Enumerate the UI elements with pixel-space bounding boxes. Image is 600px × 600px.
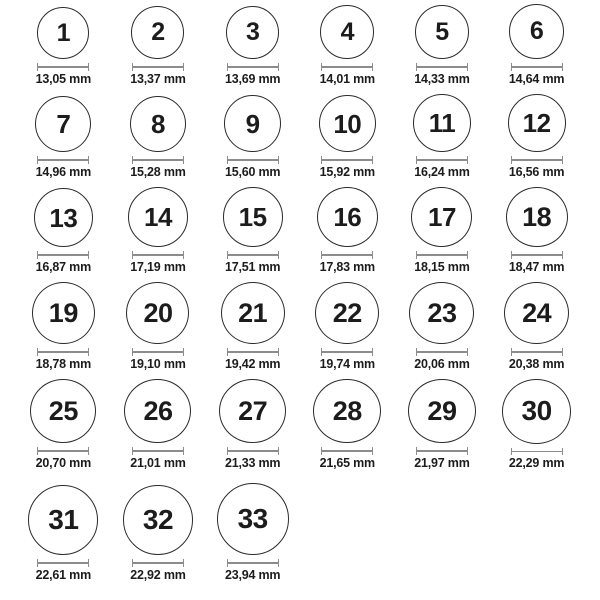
diameter-bracket [132, 559, 184, 567]
ring-size-cell [111, 478, 206, 590]
diameter-line [133, 159, 183, 161]
ring-size-cell [16, 2, 111, 94]
diameter-line [322, 66, 372, 68]
ring-size-cell [205, 94, 300, 187]
diameter-label: 16,56 mm [508, 165, 565, 179]
ring-size-number: 18 [522, 201, 552, 232]
diameter-line [417, 159, 467, 161]
ring-circle [221, 282, 285, 344]
diameter-bracket [511, 448, 563, 455]
ring-size-cell [205, 187, 300, 282]
ring-size-cell [111, 187, 206, 282]
diameter-bracket [227, 156, 279, 164]
diameter-line [417, 351, 467, 353]
ring-size-number: 2 [151, 18, 165, 46]
chart-row [16, 94, 584, 187]
ring-size-number: 27 [238, 395, 268, 426]
diameter-label: 18,47 mm [508, 260, 565, 274]
diameter-line [228, 450, 278, 452]
chart-row [16, 478, 584, 590]
ring-circle [223, 187, 283, 247]
ring-circle [411, 187, 472, 247]
diameter-line [512, 159, 562, 161]
diameter-line [228, 351, 278, 353]
ring-circle [219, 379, 286, 443]
ring-size-cell [395, 2, 490, 94]
diameter-bracket [37, 63, 89, 71]
diameter-label: 20,70 mm [35, 456, 92, 470]
diameter-bracket [511, 156, 563, 164]
ring-size-number: 8 [151, 109, 165, 139]
ring-size-number: 31 [48, 504, 79, 535]
diameter-line [512, 451, 562, 453]
ring-size-cell [111, 282, 206, 379]
diameter-label: 18,78 mm [35, 357, 92, 371]
chart-row [16, 282, 584, 379]
diameter-line [133, 254, 183, 256]
diameter-bracket [511, 63, 563, 71]
ring-size-number: 25 [48, 395, 78, 426]
diameter-label: 22,92 mm [130, 568, 186, 582]
ring-size-cell [489, 2, 584, 94]
ring-circle [408, 379, 476, 443]
diameter-label: 19,42 mm [224, 357, 281, 371]
ring-size-number: 4 [340, 17, 354, 46]
ring-circle [320, 5, 374, 59]
diameter-line [228, 254, 278, 256]
ring-circle [28, 485, 98, 555]
ring-circle [123, 485, 193, 555]
diameter-bracket [132, 447, 184, 455]
diameter-bracket [416, 63, 468, 71]
ring-size-number: 32 [142, 504, 174, 535]
diameter-line [512, 351, 562, 353]
ring-size-number: 29 [427, 395, 457, 426]
diameter-line [38, 351, 88, 353]
diameter-bracket [37, 348, 89, 356]
diameter-label: 15,92 mm [319, 165, 375, 179]
ring-size-cell [300, 379, 395, 478]
ring-circle [506, 187, 568, 247]
diameter-label: 20,38 mm [508, 357, 565, 371]
ring-size-cell [16, 478, 111, 590]
ring-circle [508, 94, 566, 152]
ring-size-cell [205, 379, 300, 478]
diameter-line [228, 562, 278, 564]
ring-size-number: 26 [143, 395, 173, 426]
diameter-line [38, 66, 88, 68]
ring-size-cell [205, 2, 300, 94]
ring-circle [315, 282, 379, 344]
ring-size-cell [111, 94, 206, 187]
ring-circle [409, 282, 474, 344]
ring-size-cell [205, 478, 300, 590]
diameter-bracket [37, 447, 89, 455]
diameter-label: 16,24 mm [414, 165, 470, 179]
diameter-line [38, 450, 88, 452]
ring-size-number: 13 [49, 202, 78, 233]
ring-size-number: 17 [427, 202, 456, 233]
ring-size-cell [489, 187, 584, 282]
diameter-label: 20,06 mm [414, 357, 470, 371]
diameter-bracket [416, 447, 468, 455]
ring-size-cell [489, 379, 584, 478]
diameter-label: 23,94 mm [224, 568, 281, 582]
diameter-line [417, 450, 467, 452]
diameter-bracket [227, 348, 279, 356]
ring-size-number: 21 [238, 297, 268, 328]
diameter-line [228, 159, 278, 161]
ring-circle [35, 96, 91, 152]
diameter-line [38, 562, 88, 564]
ring-size-number: 16 [333, 202, 362, 233]
ring-circle [34, 188, 93, 247]
diameter-line [38, 254, 88, 256]
ring-size-number: 10 [333, 108, 362, 139]
ring-size-number: 1 [56, 18, 71, 47]
diameter-line [512, 254, 562, 256]
diameter-bracket [132, 63, 184, 71]
diameter-label: 13,37 mm [130, 72, 186, 86]
ring-size-cell [111, 379, 206, 478]
ring-size-number: 28 [332, 395, 362, 426]
ring-size-cell [111, 2, 206, 94]
diameter-line [133, 66, 183, 68]
ring-size-cell [395, 379, 490, 478]
diameter-label: 19,74 mm [319, 357, 375, 371]
diameter-label: 17,19 mm [130, 260, 186, 274]
diameter-label: 16,87 mm [35, 260, 92, 274]
ring-circle [32, 282, 95, 344]
ring-size-number: 5 [435, 17, 449, 46]
diameter-bracket [227, 559, 279, 567]
diameter-line [133, 562, 183, 564]
ring-size-cell [489, 94, 584, 187]
diameter-line [512, 66, 562, 68]
ring-size-number: 24 [522, 297, 552, 328]
diameter-bracket [511, 251, 563, 259]
ring-size-cell [395, 187, 490, 282]
diameter-bracket [321, 447, 373, 455]
ring-size-number: 33 [237, 503, 268, 534]
diameter-label: 14,33 mm [414, 72, 470, 86]
diameter-label: 18,15 mm [414, 260, 470, 274]
ring-size-cell [395, 94, 490, 187]
ring-size-cell [205, 282, 300, 379]
diameter-label: 13,69 mm [224, 72, 281, 86]
diameter-line [133, 450, 183, 452]
diameter-bracket [37, 156, 89, 164]
ring-size-number: 12 [522, 108, 551, 138]
ring-circle [226, 6, 279, 59]
diameter-label: 14,64 mm [508, 72, 565, 86]
ring-size-cell [16, 94, 111, 187]
diameter-bracket [132, 251, 184, 259]
ring-size-number: 7 [56, 109, 71, 139]
diameter-line [322, 351, 372, 353]
ring-size-number: 23 [427, 297, 457, 328]
diameter-label: 21,33 mm [224, 456, 281, 470]
ring-circle [128, 187, 188, 247]
ring-circle [502, 379, 571, 444]
ring-size-number: 30 [521, 395, 552, 427]
ring-circle [313, 379, 381, 443]
ring-size-cell [16, 282, 111, 379]
ring-size-number: 9 [245, 108, 260, 139]
diameter-bracket [321, 348, 373, 356]
ring-circle [504, 282, 569, 344]
diameter-bracket [37, 251, 89, 259]
chart-row [16, 2, 584, 94]
ring-size-number: 6 [529, 17, 544, 45]
diameter-bracket [416, 251, 468, 259]
ring-size-cell [300, 282, 395, 379]
diameter-label: 19,10 mm [130, 357, 186, 371]
ring-circle [317, 187, 378, 247]
ring-size-cell [16, 187, 111, 282]
diameter-label: 21,97 mm [414, 456, 470, 470]
diameter-label: 22,61 mm [35, 568, 92, 582]
ring-size-number: 15 [238, 202, 267, 232]
diameter-line [228, 66, 278, 68]
diameter-bracket [227, 63, 279, 71]
ring-size-cell [300, 94, 395, 187]
diameter-label: 21,01 mm [130, 456, 186, 470]
diameter-bracket [227, 447, 279, 455]
diameter-line [322, 159, 372, 161]
diameter-label: 14,96 mm [35, 165, 92, 179]
ring-circle [126, 282, 189, 344]
diameter-label: 15,28 mm [130, 165, 186, 179]
diameter-label: 17,83 mm [319, 260, 375, 274]
ring-circle [130, 96, 186, 152]
ring-size-number: 11 [428, 108, 456, 138]
diameter-bracket [227, 251, 279, 259]
ring-size-number: 20 [143, 297, 173, 328]
ring-circle [37, 7, 89, 59]
ring-size-cell [16, 379, 111, 478]
ring-circle [319, 95, 376, 152]
diameter-bracket [416, 156, 468, 164]
diameter-label: 14,01 mm [319, 72, 375, 86]
diameter-label: 22,29 mm [508, 456, 565, 470]
diameter-line [322, 254, 372, 256]
diameter-line [38, 159, 88, 161]
ring-size-cell [395, 282, 490, 379]
ring-size-number: 22 [332, 297, 362, 328]
ring-circle [30, 379, 96, 443]
diameter-bracket [511, 348, 563, 356]
ring-circle [124, 379, 191, 443]
ring-circle [131, 6, 184, 59]
ring-size-number: 14 [144, 202, 172, 232]
diameter-line [417, 254, 467, 256]
ring-size-cell [300, 187, 395, 282]
diameter-label: 21,65 mm [319, 456, 375, 470]
diameter-bracket [132, 156, 184, 164]
diameter-bracket [37, 559, 89, 567]
diameter-line [133, 351, 183, 353]
chart-row [16, 187, 584, 282]
ring-size-number: 3 [245, 18, 260, 46]
diameter-bracket [132, 348, 184, 356]
diameter-label: 13,05 mm [35, 72, 92, 86]
diameter-bracket [321, 156, 373, 164]
chart-row [16, 379, 584, 478]
diameter-bracket [321, 251, 373, 259]
ring-size-cell [489, 282, 584, 379]
ring-circle [217, 483, 289, 555]
ring-size-cell [300, 2, 395, 94]
diameter-label: 17,51 mm [224, 260, 281, 274]
diameter-label: 15,60 mm [224, 165, 281, 179]
ring-size-number: 19 [48, 297, 78, 328]
diameter-bracket [416, 348, 468, 356]
diameter-bracket [321, 63, 373, 71]
ring-circle [415, 5, 469, 59]
ring-circle [224, 95, 281, 152]
ring-circle [413, 94, 471, 152]
ring-circle [509, 4, 564, 59]
diameter-line [417, 66, 467, 68]
diameter-line [322, 450, 372, 452]
